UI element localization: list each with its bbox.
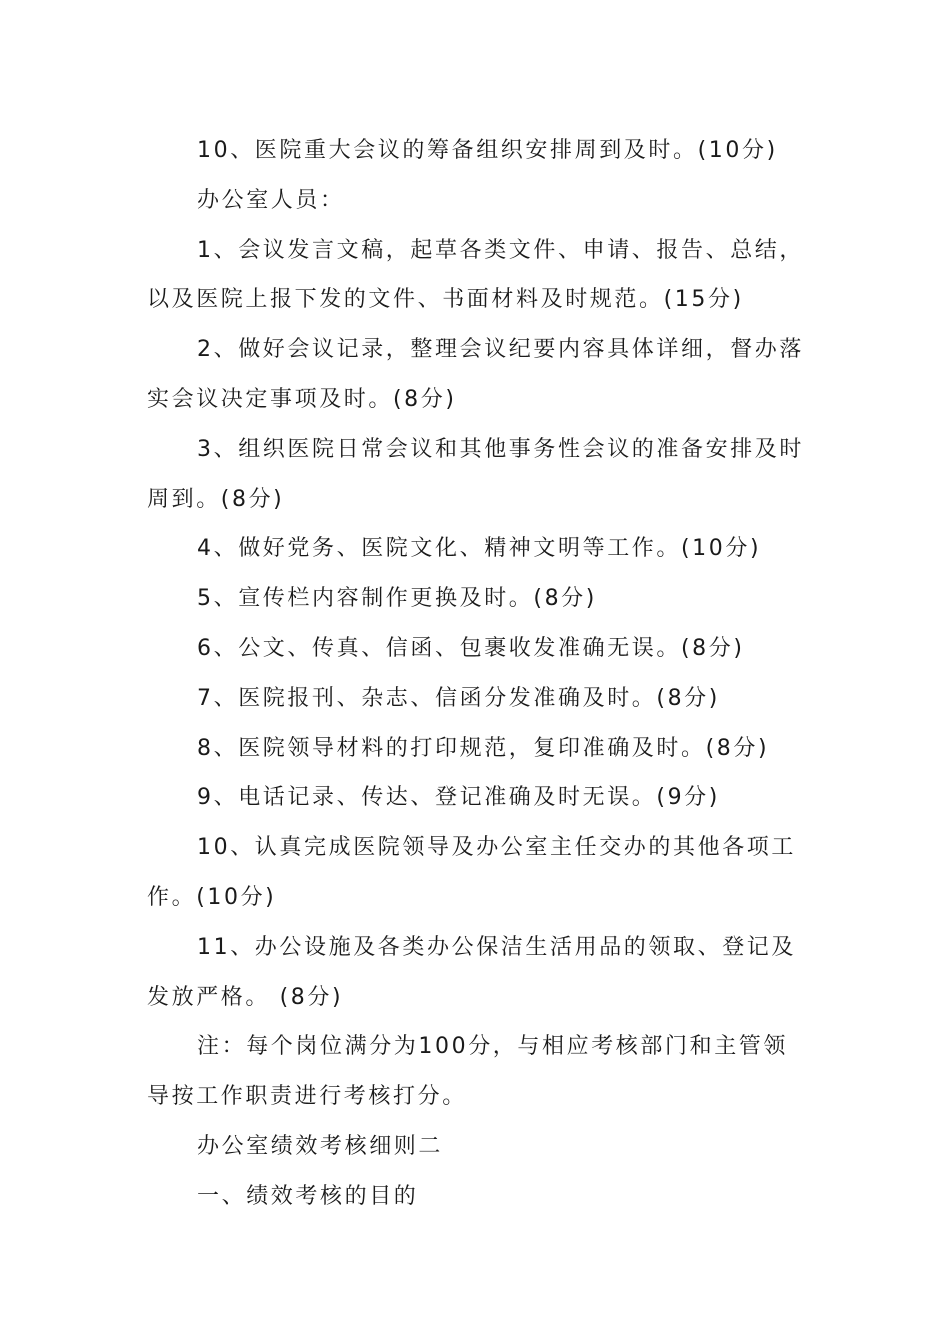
paragraph-item-5: 5、宣传栏内容制作更换及时。(8分) bbox=[197, 586, 597, 612]
paragraph-item-11: 11、办公设施及各类办公保洁生活用品的领取、登记及发放严格。 (8分) bbox=[147, 934, 796, 1010]
paragraph-item-6: 6、公文、传真、信函、包裹收发准确无误。(8分) bbox=[197, 635, 745, 661]
paragraph-item-8: 8、医院领导材料的打印规范，复印准确及时。(8分) bbox=[197, 735, 770, 761]
paragraph-item-10-meeting: 10、医院重大会议的筹备组织安排周到及时。(10分) bbox=[197, 138, 778, 163]
paragraph-item-2: 2、做好会议记录，整理会议纪要内容具体详细，督办落实会议决定事项及时。(8分) bbox=[147, 337, 804, 412]
paragraph-note: 注：每个岗位满分为100分，与相应考核部门和主管领导按工作职责进行考核打分。 bbox=[147, 1034, 788, 1110]
paragraph-item-9: 9、电话记录、传达、登记准确及时无误。(9分) bbox=[197, 785, 720, 811]
section-heading-1: 一、绩效考核的目的 bbox=[197, 1183, 419, 1209]
section-title: 办公室绩效考核细则二 bbox=[197, 1133, 444, 1159]
paragraph-item-10: 10、认真完成医院领导及办公室主任交办的其他各项工作。(10分) bbox=[147, 835, 796, 910]
document-body bbox=[147, 126, 807, 1222]
paragraph-item-4: 4、做好党务、医院文化、精神文明等工作。(10分) bbox=[197, 536, 762, 562]
paragraph-item-1: 1、会议发言文稿，起草各类文件、申请、报告、总结，以及医院上报下发的文件、书面材料及时规范。(15分) bbox=[147, 237, 804, 313]
paragraph-item-7: 7、医院报刊、杂志、信函分发准确及时。(8分) bbox=[197, 685, 720, 711]
paragraph-office-staff-heading: 办公室人员： bbox=[197, 187, 345, 213]
paragraph-item-3: 3、组织医院日常会议和其他事务性会议的准备安排及时周到。(8分) bbox=[147, 436, 804, 512]
